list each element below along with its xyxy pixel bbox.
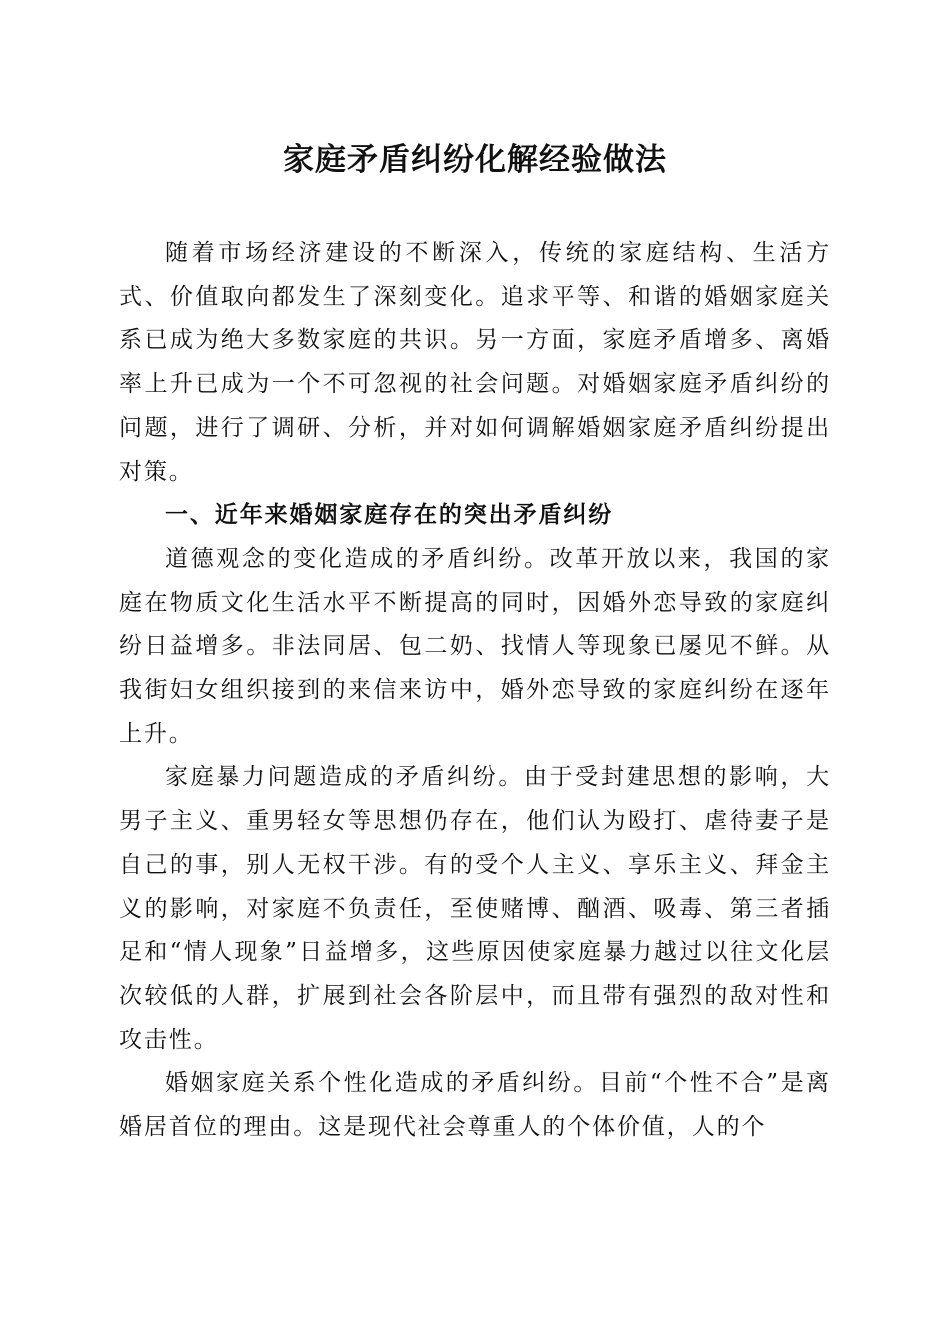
moral-change-paragraph: 道德观念的变化造成的矛盾纠纷。改革开放以来，我国的家庭在物质文化生活水平不断提高的同时，因婚外恋导致的家庭纠纷日益增多。非法同居、包二奶、找情人等现象已屡见不鲜。从我街妇女组织接到的来信来访中，婚外恋导致的家庭纠纷在逐年上升。: [119, 545, 831, 747]
section-heading-1: 一、近年来婚姻家庭存在的突出矛盾纠纷: [165, 502, 614, 529]
document-title: 家庭矛盾纠纷化解经验做法: [283, 142, 667, 178]
individualization-paragraph: 婚姻家庭关系个性化造成的矛盾纠纷。目前“个性不合”是离婚居首位的理由。这是现代社会尊重人的个体价值，人的个: [119, 1070, 831, 1141]
intro-paragraph: 随着市场经济建设的不断深入，传统的家庭结构、生活方式、价值取向都发生了深刻变化。追求平等、和谐的婚姻家庭关系已成为绝大多数家庭的共识。另一方面，家庭矛盾增多、离婚率上升已成为一个不可忽视的社会问题。对婚姻家庭矛盾纠纷的问题，进行了调研、分析，并对如何调解婚姻家庭矛盾纠纷提出对策。: [119, 240, 831, 485]
domestic-violence-paragraph: 家庭暴力问题造成的矛盾纠纷。由于受封建思想的影响，大男子主义、重男轻女等思想仍存在，他们认为殴打、虐待妻子是自己的事，别人无权干涉。有的受个人主义、享乐主义、拜金主义的影响，对家庭不负责任，至使赌博、酗酒、吸毒、第三者插足和“情人现象”日益增多，这些原因使家庭暴力越过以往文化层次较低的人群，扩展到社会各阶层中，而且带有强烈的敌对性和攻击性。: [119, 764, 831, 1053]
document-body: [119, 232, 831, 1150]
